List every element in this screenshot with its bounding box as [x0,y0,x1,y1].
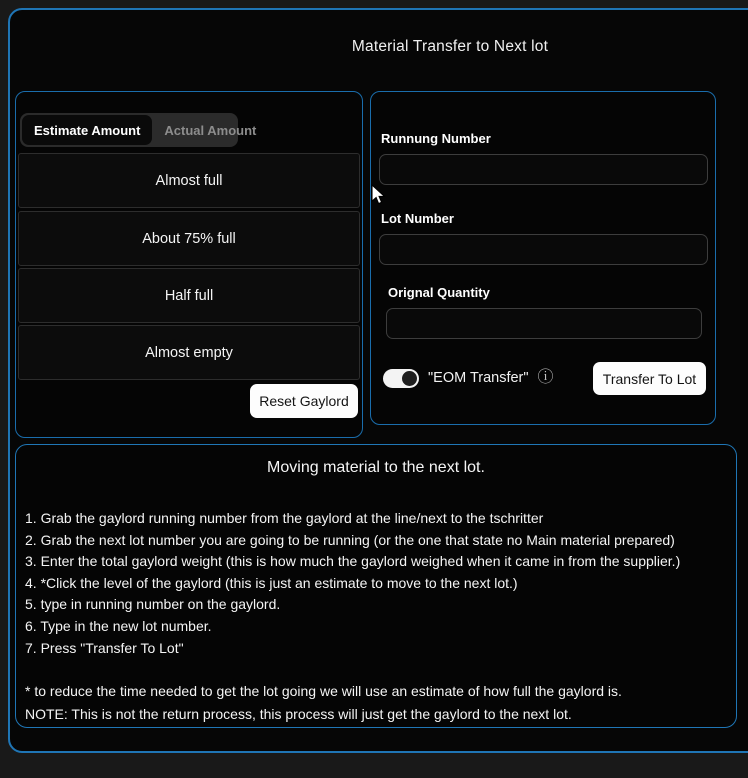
transfer-to-lot-button[interactable]: Transfer To Lot [593,362,706,395]
eom-transfer-row [383,365,554,391]
instructions-notes [25,680,622,725]
info-icon[interactable]: ⓘ [537,369,554,386]
running-number-input[interactable] [379,154,708,185]
original-quantity-label: Orignal Quantity [388,285,490,300]
eom-transfer-toggle[interactable] [383,369,419,388]
reset-gaylord-button[interactable]: Reset Gaylord [250,384,358,418]
instruction-note: * to reduce the time needed to get the lot going we will use an estimate of how full the gaylord is. [25,683,622,699]
level-button-about-75-full[interactable]: About 75% full [18,211,360,266]
level-button-half-full[interactable]: Half full [18,268,360,323]
transfer-form-panel [370,91,716,425]
instruction-step: 4. *Click the level of the gaylord (this is just an estimate to move to the next lot.) [25,574,518,591]
original-quantity-input[interactable] [386,308,702,339]
tab-estimate-amount[interactable]: Estimate Amount [22,115,152,145]
eom-transfer-label: "EOM Transfer" [428,370,529,386]
instruction-step: 6. Type in the new lot number. [25,617,212,634]
instruction-step: 1. Grab the gaylord running number from the gaylord at the line/next to the tschritter [25,510,544,526]
instructions-panel [15,444,737,728]
toggle-knob [402,371,417,386]
material-transfer-window [8,8,748,753]
instruction-note: NOTE: This is not the return process, this process will just get the gaylord to the next lot. [25,705,572,722]
lot-number-label: Lot Number [381,211,454,226]
instructions-steps [25,508,680,659]
amount-tab-group [20,113,257,147]
tab-actual-amount[interactable]: Actual Amount [164,122,257,138]
instruction-step: 7. Press "Transfer To Lot" [25,639,184,656]
instruction-step: 5. type in running number on the gaylord. [25,596,281,613]
mouse-cursor [371,184,387,206]
page-title: Material Transfer to Next lot [351,38,549,55]
estimate-amount-panel [15,91,363,438]
instruction-step: 2. Grab the next lot number you are going to be running (or the one that state no Main material prepared) [25,531,675,548]
instructions-heading: Moving material to the next lot. [267,459,485,476]
lot-number-input[interactable] [379,234,708,265]
level-button-almost-full[interactable]: Almost full [18,153,360,208]
running-number-label: Runnung Number [381,131,491,146]
instruction-step: 3. Enter the total gaylord weight (this is how much the gaylord weighed when it came in from the supplier.) [25,553,681,570]
level-button-almost-empty[interactable]: Almost empty [18,325,360,380]
